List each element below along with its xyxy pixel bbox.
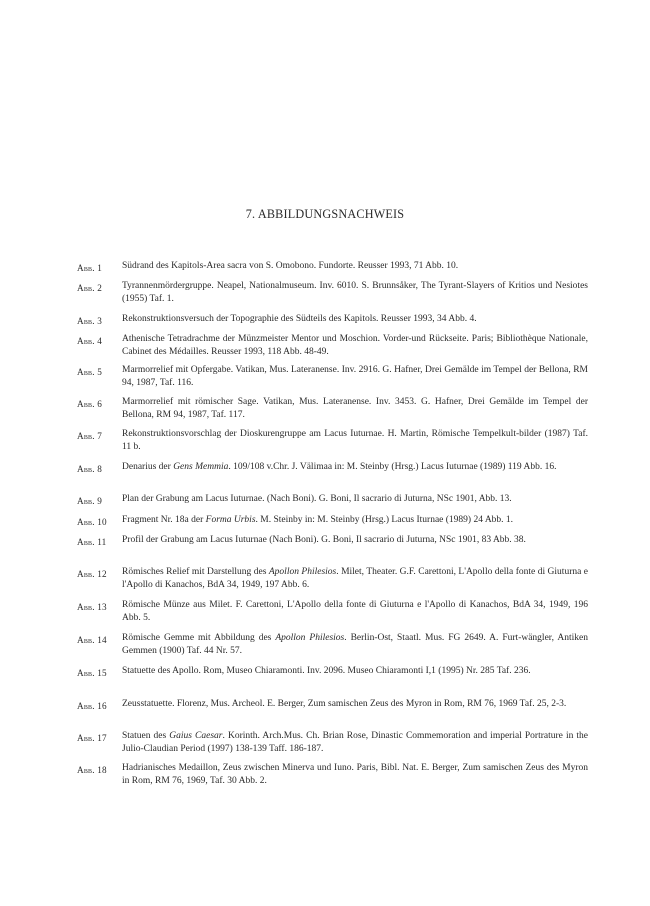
figure-label: Abb. 16 [77,701,107,711]
figure-credit: Athenische Tetradrachme der Münzmeister Mentor und Moschion. Vorder-und Rückseite. Paris; Bibliothèque Nationale, Cabinet des Médailles. Reusser 1993, 118 Abb. 48-49. [122,334,588,357]
credit-italic: Forma Urbis [205,515,256,525]
figure-credit [122,730,588,756]
figure-credit: Marmorrelief mit römischer Sage. Vatikan, Mus. Lateranense. Inv. 3453. G. Hafner, Drei Gemälde im Tempel der Bellona, RM 94, 1987, Taf. 117. [122,397,588,420]
credit-text: Römisches Relief mit Darstellung des [122,567,269,577]
credit-text: . Korinth. Arch.Mus. Ch. Brian Rose, Dinastic Commemoration and imperial Portrature in the Julio-Claudian Period (1997) 138-139 Taff. 186-187. [122,731,589,754]
figure-credit: Profil der Grabung am Lacus Iuturnae (Nach Boni). G. Boni, Il sacrario di Juturna, NSc 1901, 83 Abb. 38. [122,535,526,545]
figure-label: Abb. 9 [77,496,103,506]
credit-text: Fragment Nr. 18a der [122,515,206,525]
figure-label: Abb. 13 [77,602,107,612]
figure-label: Abb. 6 [77,399,103,409]
figure-label: Abb. 4 [77,336,103,346]
credit-italic: Gaius Caesar [169,731,223,741]
figure-credit: Römische Münze aus Milet. F. Carettoni, L'Apollo della fonte di Giuturna e l'Apollo di Kanachos, BdA 34, 1949, 196 Abb. 5. [122,600,588,623]
figure-label: Abb. 17 [77,733,107,743]
credit-text: . Berlin-Ost, Staatl. Mus. FG 2649. A. Furt-wängler, Antiken Gemmen (1900) Taf. 44 Nr. 57. [122,633,588,656]
figure-label: Abb. 18 [77,765,107,775]
credit-text: . Milet, Theater. G.F. Carettoni, L'Apollo della fonte di Giuturna e l'Apollo di Kanachos, BdA 34, 1949, 197 Abb. 6. [122,567,588,590]
figure-label: Abb. 2 [77,283,103,293]
figure-credit: Zeusstatuette. Florenz, Mus. Archeol. E. Berger, Zum samischen Zeus des Myron in Rom, RM 76, 1969 Taf. 25, 2-3. [122,699,567,709]
page-title: 7. ABBILDUNGSNACHWEIS [245,207,405,221]
figure-credit [122,632,588,658]
figure-credit: Rekonstruktionsvorschlag der Dioskurengruppe am Lacus Iuturnae. H. Martin, Römische Tempelkult-bilder (1987) Taf. 11 b. [122,429,588,452]
figure-credit [122,566,588,592]
figure-label: Abb. 14 [77,635,107,645]
credit-italic: Gens Memmia [173,462,229,472]
figure-label: Abb. 3 [77,316,103,326]
figure-label: Abb. 12 [77,569,107,579]
credit-text: Denarius der [122,462,174,472]
credit-text: Statuen des [122,731,170,741]
figure-label: Abb. 7 [77,431,103,441]
figure-credit: Plan der Grabung am Lacus Iuturnae. (Nach Boni). G. Boni, Il sacrario di Juturna, NSc 1901, Abb. 13. [122,494,512,504]
figure-label: Abb. 5 [77,367,103,377]
figure-credit: Hadrianisches Medaillon, Zeus zwischen Minerva und Iuno. Paris, Bibl. Nat. E. Berger, Zum samischen Zeus des Myron in Rom, RM 76, 1969, Taf. 30 Abb. 2. [122,763,588,786]
figure-credit: Rekonstruktionsversuch der Topographie des Südteils des Kapitols. Reusser 1993, 34 Abb. 4. [122,314,477,324]
credit-italic: Apollon Philesios [268,567,337,577]
figure-credit: Marmorrelief mit Opfergabe. Vatikan, Mus. Lateranense. Inv. 2916. G. Hafner, Drei Gemälde im Tempel der Bellona, RM 94, 1987, Taf. 116. [122,365,588,388]
figure-label: Abb. 10 [77,517,107,527]
figure-credit: Südrand des Kapitols-Area sacra von S. Omobono. Fundorte. Reusser 1993, 71 Abb. 10. [122,261,459,271]
credit-text: . M. Steinby in: M. Steinby (Hrsg.) Lacus Iturnae (1989) 24 Abb. 1. [255,515,514,525]
credit-text: Römische Gemme mit Abbildung des [122,633,276,643]
figure-label: Abb. 1 [77,263,103,273]
credit-italic: Apollon Philesios [275,633,345,643]
figure-credit [122,461,588,474]
credit-text: . 109/108 v.Chr. J. Välimaa in: M. Steinby (Hrsg.) Lacus Iuturnae (1989) 119 Abb. 16. [228,462,557,472]
figure-credit: Tyrannenmördergruppe. Neapel, Nationalmuseum. Inv. 6010. S. Brunnsåker, The Tyrant-Slayers of Kritios und Nesiotes (1955) Taf. 1. [122,281,588,304]
figure-label: Abb. 15 [77,668,107,678]
figure-label: Abb. 11 [77,537,107,547]
figure-credit: Statuette des Apollo. Rom, Museo Chiaramonti. Inv. 2096. Museo Chiaramonti I,1 (1995) Nr. 285 Taf. 236. [122,666,531,676]
figure-label: Abb. 8 [77,464,103,474]
figure-credit [122,514,588,527]
